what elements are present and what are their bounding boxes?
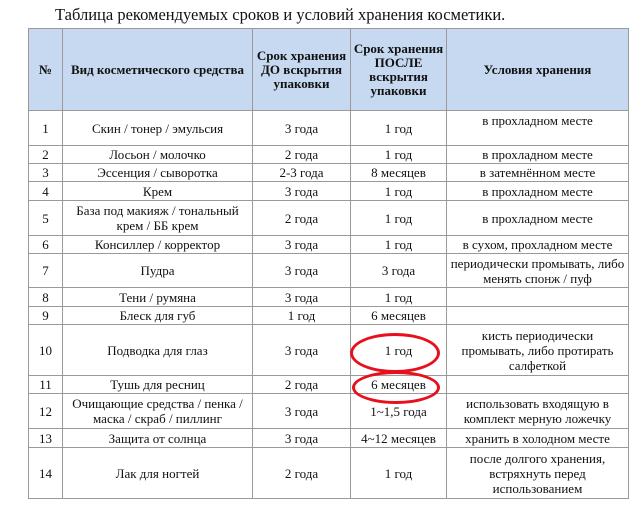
table-row [29, 394, 629, 429]
shelf-life-after-cell: 8 месяцев [351, 164, 447, 182]
storage-conditions-cell: в сухом, прохладном месте [447, 236, 629, 254]
shelf-life-before-cell: 3 года [253, 325, 351, 376]
row-number-cell: 8 [29, 288, 63, 307]
row-number-cell: 6 [29, 236, 63, 254]
product-type-cell: Тени / румяна [63, 288, 253, 307]
header-row [29, 29, 629, 111]
row-number-cell: 5 [29, 201, 63, 236]
table-row [29, 325, 629, 376]
shelf-life-before-cell: 3 года [253, 182, 351, 201]
shelf-life-before-cell: 2 года [253, 448, 351, 499]
shelf-life-before-cell: 3 года [253, 429, 351, 448]
product-type-cell: Лосьон / молочко [63, 146, 253, 164]
shelf-life-before-cell: 2-3 года [253, 164, 351, 182]
row-number-cell: 2 [29, 146, 63, 164]
table-row [29, 236, 629, 254]
row-number-cell: 14 [29, 448, 63, 499]
storage-conditions-cell: в прохладном месте [447, 146, 629, 164]
table-row [29, 429, 629, 448]
shelf-life-after-cell: 1 год [351, 288, 447, 307]
shelf-life-before-cell: 3 года [253, 254, 351, 288]
shelf-life-before-cell: 2 года [253, 146, 351, 164]
storage-conditions-cell: в прохладном месте [447, 111, 629, 146]
shelf-life-before-cell: 1 год [253, 307, 351, 325]
table-row [29, 201, 629, 236]
shelf-life-after-cell: 1 год [351, 201, 447, 236]
shelf-life-after-cell: 6 месяцев [351, 307, 447, 325]
storage-conditions-cell [447, 288, 629, 307]
shelf-life-before-cell: 2 года [253, 201, 351, 236]
storage-conditions-cell: кисть периодически промывать, либо протирать салфеткой [447, 325, 629, 376]
header-before-opening: Срок хранения ДО вскрытия упаковки [253, 29, 351, 111]
shelf-life-after-cell: 1 год [351, 325, 447, 376]
cosmetics-storage-table [28, 28, 629, 499]
product-type-cell: База под макияж / тональный крем / ББ крем [63, 201, 253, 236]
header-after-opening: Срок хранения ПОСЛЕ вскрытия упаковки [351, 29, 447, 111]
row-number-cell: 4 [29, 182, 63, 201]
shelf-life-after-cell: 6 месяцев [351, 376, 447, 394]
red-circle-annotation [350, 333, 440, 373]
row-number-cell: 12 [29, 394, 63, 429]
shelf-life-after-cell: 1 год [351, 236, 447, 254]
table-row [29, 164, 629, 182]
header-conditions: Условия хранения [447, 29, 629, 111]
product-type-cell: Очищающие средства / пенка / маска / скраб / пиллинг [63, 394, 253, 429]
product-type-cell: Защита от солнца [63, 429, 253, 448]
shelf-life-before-cell: 3 года [253, 394, 351, 429]
product-type-cell: Консиллер / корректор [63, 236, 253, 254]
product-type-cell: Эссенция / сыворотка [63, 164, 253, 182]
row-number-cell: 7 [29, 254, 63, 288]
storage-conditions-cell: периодически промывать, либо менять спонж / пуф [447, 254, 629, 288]
row-number-cell: 11 [29, 376, 63, 394]
shelf-life-before-cell: 3 года [253, 111, 351, 146]
storage-conditions-cell [447, 307, 629, 325]
table-row [29, 146, 629, 164]
product-type-cell: Блеск для губ [63, 307, 253, 325]
storage-conditions-cell: после долгого хранения, встряхнуть перед использованием [447, 448, 629, 499]
shelf-life-after-cell: 1 год [351, 146, 447, 164]
row-number-cell: 3 [29, 164, 63, 182]
table-row [29, 182, 629, 201]
row-number-cell: 13 [29, 429, 63, 448]
storage-conditions-cell [447, 376, 629, 394]
shelf-life-before-cell: 2 года [253, 376, 351, 394]
shelf-life-after-cell: 1 год [351, 182, 447, 201]
row-number-cell: 10 [29, 325, 63, 376]
table-row [29, 111, 629, 146]
row-number-cell: 1 [29, 111, 63, 146]
shelf-life-after-cell: 4~12 месяцев [351, 429, 447, 448]
table-row [29, 448, 629, 499]
shelf-life-after-cell: 1 год [351, 448, 447, 499]
storage-conditions-cell: в затемнённом месте [447, 164, 629, 182]
header-number: № [29, 29, 63, 111]
storage-conditions-cell: в прохладном месте [447, 201, 629, 236]
table-row [29, 307, 629, 325]
document-title: Таблица рекомендуемых сроков и условий хранения косметики. [55, 5, 506, 24]
shelf-life-before-cell: 3 года [253, 236, 351, 254]
shelf-life-after-cell: 1~1,5 года [351, 394, 447, 429]
table-row [29, 288, 629, 307]
product-type-cell: Лак для ногтей [63, 448, 253, 499]
product-type-cell: Подводка для глаз [63, 325, 253, 376]
header-product-type: Вид косметического средства [63, 29, 253, 111]
storage-conditions-cell: в прохладном месте [447, 182, 629, 201]
shelf-life-after-cell: 1 год [351, 111, 447, 146]
table-row [29, 376, 629, 394]
product-type-cell: Тушь для ресниц [63, 376, 253, 394]
table-row [29, 254, 629, 288]
product-type-cell: Скин / тонер / эмульсия [63, 111, 253, 146]
shelf-life-after-cell: 3 года [351, 254, 447, 288]
row-number-cell: 9 [29, 307, 63, 325]
red-circle-annotation [352, 371, 440, 404]
product-type-cell: Крем [63, 182, 253, 201]
storage-conditions-cell: использовать входящую в комплект мерную ложечку [447, 394, 629, 429]
storage-conditions-cell: хранить в холодном месте [447, 429, 629, 448]
shelf-life-before-cell: 3 года [253, 288, 351, 307]
product-type-cell: Пудра [63, 254, 253, 288]
